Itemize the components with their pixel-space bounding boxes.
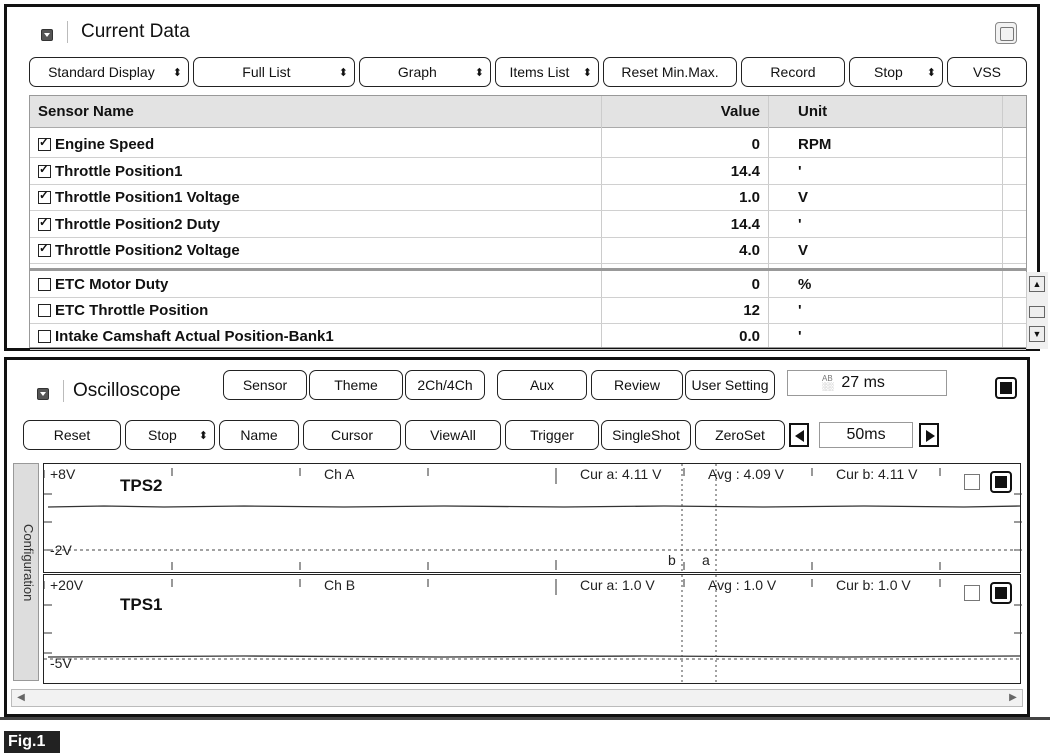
sensor-name: Intake Camshaft Actual Position-Bank1 <box>55 328 334 345</box>
sensor-name: Engine Speed <box>55 136 155 153</box>
channel-b-settings-icon[interactable] <box>990 582 1012 604</box>
record-button[interactable] <box>741 57 845 87</box>
channel-name: TPS1 <box>120 595 163 614</box>
unchecked-checkbox[interactable] <box>38 278 51 291</box>
sensor-value: 4.0 <box>739 242 760 259</box>
collapse-current-data-icon[interactable] <box>41 29 53 41</box>
spinner-icon: ⬍ <box>582 66 592 79</box>
timebase-increase-icon[interactable] <box>919 423 939 447</box>
zeroset-scope-label: ZeroSet <box>715 427 765 443</box>
sensor-value: 0.0 <box>739 328 760 345</box>
sample-time-display <box>787 370 947 396</box>
title-separator <box>63 380 64 402</box>
reset-min-max-button[interactable] <box>603 57 737 87</box>
configuration-sidebar[interactable] <box>13 463 39 681</box>
current-data-panel <box>4 4 1040 351</box>
cursor-a-readout: Cur a: 1.0 V <box>580 577 655 593</box>
cursor-scope-button[interactable] <box>303 420 401 450</box>
display-icon: AB ░░ <box>822 374 834 391</box>
singleshot-scope-button[interactable] <box>601 420 691 450</box>
scroll-right-icon[interactable]: ▶ <box>1009 692 1017 703</box>
collapse-oscilloscope-icon[interactable] <box>37 388 49 400</box>
figure-label: Fig.1 <box>4 731 60 753</box>
standard-display-button[interactable] <box>29 57 189 87</box>
sensor-name: Throttle Position2 Voltage <box>55 242 240 259</box>
sensor-value: 0 <box>751 276 760 293</box>
average-readout: Avg : 4.09 V <box>708 466 785 482</box>
sensor-unit: % <box>798 276 812 293</box>
marker-a: a <box>702 552 710 568</box>
stop-scope-label: Stop <box>147 427 177 443</box>
col-sensor-name[interactable]: Sensor Name <box>38 103 134 120</box>
scope-channel-a[interactable] <box>43 463 1021 573</box>
vss-button[interactable] <box>947 57 1027 87</box>
cursor-b-readout: Cur b: 4.11 V <box>836 466 918 482</box>
table-row[interactable] <box>30 212 1026 238</box>
section-divider <box>30 268 1026 271</box>
name-scope-label: Name <box>240 427 278 443</box>
table-row[interactable] <box>30 272 1026 298</box>
checked-checkbox[interactable] <box>38 138 51 151</box>
2ch-4ch-button[interactable] <box>405 370 485 400</box>
checked-checkbox[interactable] <box>38 165 51 178</box>
oscilloscope-window-icon[interactable] <box>995 377 1017 399</box>
timebase-value: 50ms <box>846 426 886 443</box>
col-value[interactable]: Value <box>720 103 760 120</box>
user-setting-label: User Setting <box>691 377 769 393</box>
vss-label: VSS <box>972 64 1001 80</box>
unchecked-checkbox[interactable] <box>38 330 51 343</box>
items-list-button[interactable] <box>495 57 599 87</box>
sensor-name: Throttle Position1 <box>55 162 183 180</box>
scale-top: +20V <box>50 577 84 593</box>
channel-a-checkbox[interactable] <box>964 474 980 490</box>
table-header <box>30 96 1026 128</box>
sensor-unit: V <box>798 242 809 259</box>
name-scope-button[interactable] <box>219 420 299 450</box>
record-label: Record <box>770 64 816 80</box>
aux-button[interactable] <box>497 370 587 400</box>
spinner-icon: ⬍ <box>338 66 348 79</box>
oscilloscope-panel <box>4 357 1030 717</box>
sensor-value: 1.0 <box>739 189 760 206</box>
table-row[interactable] <box>30 185 1026 211</box>
full-list-button[interactable] <box>193 57 355 87</box>
col-unit[interactable]: Unit <box>798 103 828 120</box>
sensor-value: 14.4 <box>730 215 760 233</box>
timebase-decrease-icon[interactable] <box>789 423 809 447</box>
checked-checkbox[interactable] <box>38 244 51 257</box>
scale-top: +8V <box>50 466 76 482</box>
panel-title: Current Data <box>81 21 190 42</box>
aux-label: Aux <box>529 377 555 393</box>
sensor-name: Throttle Position2 Duty <box>55 215 220 233</box>
channel-label: Ch B <box>324 577 356 593</box>
spinner-icon: ⬍ <box>474 66 484 79</box>
title-separator <box>67 21 68 43</box>
unchecked-checkbox[interactable] <box>38 304 51 317</box>
channel-label: Ch A <box>324 466 355 482</box>
sensor-unit: V <box>798 189 809 206</box>
channel-name: TPS2 <box>120 476 163 495</box>
scope-channel-b[interactable] <box>43 574 1021 684</box>
viewall-scope-button[interactable] <box>405 420 501 450</box>
sensor-unit: ' <box>798 215 802 233</box>
marker-b: b <box>668 552 676 568</box>
figure-frame-line <box>0 717 1050 720</box>
scale-bottom: -2V <box>50 542 72 558</box>
scroll-left-icon[interactable]: ◀ <box>17 692 25 703</box>
scroll-thumb[interactable] <box>1029 306 1045 318</box>
table-row[interactable] <box>30 159 1026 185</box>
scroll-down-icon[interactable]: ▼ <box>1029 326 1045 342</box>
zeroset-scope-button[interactable] <box>695 420 785 450</box>
tps2-signal <box>48 506 1020 507</box>
trigger-scope-button[interactable] <box>505 420 599 450</box>
sensor-table <box>29 95 1042 348</box>
graph-label: Graph <box>397 64 437 80</box>
sensor-unit: ' <box>798 302 802 319</box>
sensor-label: Sensor <box>242 377 288 393</box>
reset-scope-label: Reset <box>53 427 91 443</box>
sensor-value: 0 <box>751 136 760 153</box>
sensor-value: 12 <box>743 302 760 319</box>
sensor-value: 14.4 <box>730 162 760 180</box>
sensor-name: ETC Motor Duty <box>55 276 169 293</box>
sensor-unit: RPM <box>798 136 832 153</box>
tps1-signal <box>48 656 1020 657</box>
review-label: Review <box>614 377 660 393</box>
items-list-label: Items List <box>509 64 570 80</box>
tick-marks <box>44 468 1022 570</box>
table-row[interactable] <box>30 132 1026 158</box>
maximize-panel-icon[interactable] <box>995 22 1017 44</box>
sensor-name: ETC Throttle Position <box>55 302 209 319</box>
spinner-icon: ⬍ <box>926 66 936 79</box>
reset-scope-button[interactable] <box>23 420 121 450</box>
scroll-up-icon[interactable]: ▲ <box>1029 276 1045 292</box>
cursor-b-readout: Cur b: 1.0 V <box>836 577 911 593</box>
sensor-unit: ' <box>798 162 802 180</box>
stop-scope-button[interactable] <box>125 420 215 450</box>
checked-checkbox[interactable] <box>38 191 51 204</box>
panel-title: Oscilloscope <box>73 380 181 401</box>
user-setting-button[interactable] <box>685 370 775 400</box>
spinner-icon: ⬍ <box>198 429 208 442</box>
graph-button[interactable] <box>359 57 491 87</box>
average-readout: Avg : 1.0 V <box>708 577 777 593</box>
stop-button[interactable] <box>849 57 943 87</box>
spinner-icon: ⬍ <box>172 66 182 79</box>
sensor-name: Throttle Position1 Voltage <box>55 189 240 206</box>
theme-label: Theme <box>334 377 378 393</box>
timebase-field[interactable] <box>819 422 913 448</box>
full-list-label: Full List <box>242 64 291 80</box>
standard-display-label: Standard Display <box>48 64 155 80</box>
scale-bottom: -5V <box>50 655 72 671</box>
reset-min-max-label: Reset Min.Max. <box>621 64 719 80</box>
sensor-unit: ' <box>798 328 802 345</box>
horizontal-scrollbar[interactable] <box>11 689 1023 707</box>
configuration-label: Configuration <box>21 524 36 602</box>
cursor-a-readout: Cur a: 4.11 V <box>580 466 662 482</box>
channel-a-settings-icon[interactable] <box>990 471 1012 493</box>
sample-time-value: 27 ms <box>841 374 885 391</box>
table-row[interactable] <box>30 238 1026 264</box>
viewall-scope-label: ViewAll <box>430 427 476 443</box>
stop-label: Stop <box>873 64 903 80</box>
sensor-button[interactable] <box>223 370 307 400</box>
2ch-4ch-label: 2Ch/4Ch <box>417 377 473 393</box>
table-row[interactable] <box>30 298 1026 324</box>
trigger-scope-label: Trigger <box>530 427 574 443</box>
channel-b-checkbox[interactable] <box>964 585 980 601</box>
theme-button[interactable] <box>309 370 403 400</box>
cursor-scope-label: Cursor <box>330 427 373 443</box>
review-button[interactable] <box>591 370 683 400</box>
singleshot-scope-label: SingleShot <box>612 427 680 443</box>
table-row[interactable] <box>30 324 1026 350</box>
checked-checkbox[interactable] <box>38 218 51 231</box>
